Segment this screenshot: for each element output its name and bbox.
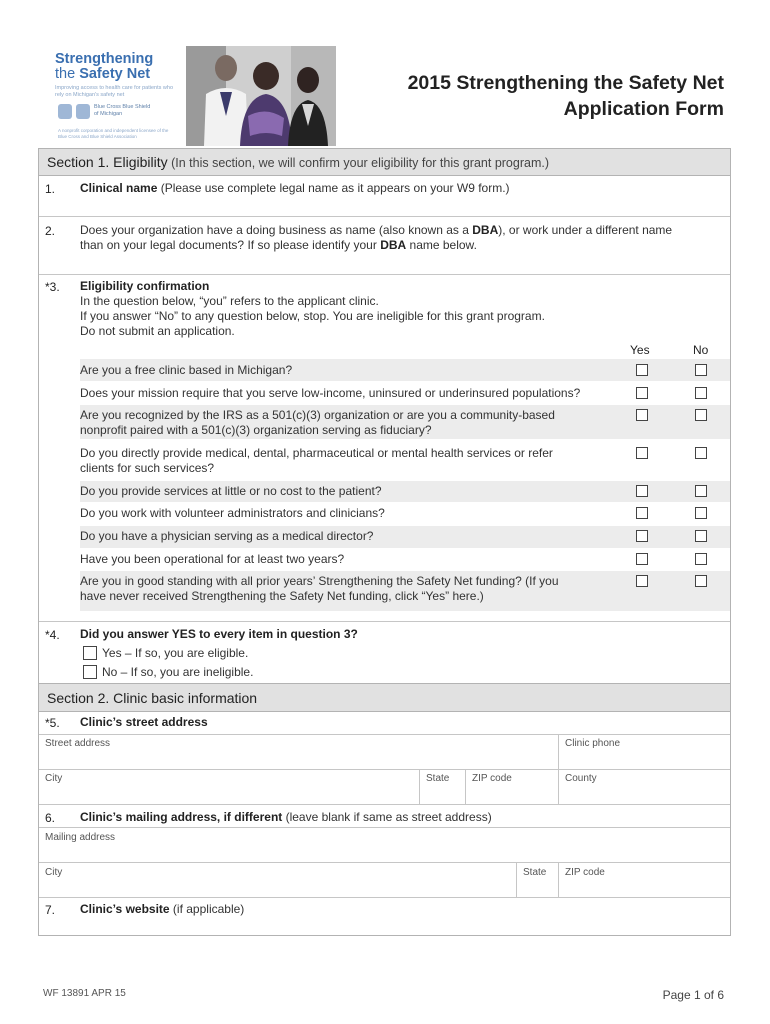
mailing-state-field[interactable] xyxy=(517,863,558,897)
q3-item-3-l1: Are you recognized by the IRS as a 501(c)(3) organization or are you a community-based xyxy=(80,408,555,422)
q2-line2 xyxy=(80,238,672,253)
divider xyxy=(39,216,730,217)
program-logo xyxy=(55,52,153,82)
divider xyxy=(39,274,730,275)
clinical-name-field[interactable] xyxy=(80,197,720,215)
q3-item-9 xyxy=(80,574,559,604)
clinic-phone-field[interactable] xyxy=(559,735,730,769)
q6-number: 6. xyxy=(45,811,56,825)
q2-l1c: ), or work under a different name xyxy=(498,223,673,237)
q3-item-3 xyxy=(80,408,555,438)
city-label: City xyxy=(45,773,63,784)
q3-item-6-yes-checkbox[interactable] xyxy=(636,507,648,519)
q3-item-4-yes-checkbox[interactable] xyxy=(636,447,648,459)
mailing-zip-field[interactable] xyxy=(559,863,730,897)
form-code: WF 13891 APR 15 xyxy=(43,988,126,999)
clinic-phone-label: Clinic phone xyxy=(565,738,621,749)
divider xyxy=(39,897,730,898)
logo-fine-print: A nonprofit corporation and independent licensee of the Blue Cross and Blue Shield Association xyxy=(58,128,169,139)
website-field[interactable] xyxy=(80,917,720,933)
q2-text xyxy=(80,223,672,253)
zip-code-field[interactable] xyxy=(466,770,558,804)
q3-item-1-yes-checkbox[interactable] xyxy=(636,364,648,376)
mailing-state-label: State xyxy=(523,867,547,878)
divider xyxy=(39,621,730,622)
section1-note: (In this section, we will confirm your eligibility for this grant program.) xyxy=(167,156,550,170)
q6-text xyxy=(80,810,492,825)
form-title-line1: 2015 Strengthening the Safety Net xyxy=(407,72,724,94)
q1-number: 1. xyxy=(45,182,56,196)
q3-item-7-l1: Do you have a physician serving as a medical director? xyxy=(80,529,374,543)
street-address-field[interactable] xyxy=(39,735,558,769)
q3-item-6-no-checkbox[interactable] xyxy=(695,507,707,519)
dba-name-field[interactable] xyxy=(80,255,720,273)
state-label: State xyxy=(426,773,450,784)
q3-item-9-l1: Are you in good standing with all prior years’ Strengthening the Safety Net funding? (If you xyxy=(80,574,559,588)
q3-item-8 xyxy=(80,552,344,567)
q2-l2c: name below. xyxy=(406,238,477,252)
q4-yes-label: Yes – If so, you are eligible. xyxy=(102,646,249,660)
q3-item-9-l2: have never received Strengthening the Safety Net funding, click “Yes” here.) xyxy=(80,589,484,603)
mailing-zip-label: ZIP code xyxy=(565,867,605,878)
q4-no-checkbox[interactable] xyxy=(83,665,97,679)
application-form xyxy=(38,148,731,936)
q4-yes-checkbox[interactable] xyxy=(83,646,97,660)
no-column-header: No xyxy=(693,343,709,357)
state-field[interactable] xyxy=(420,770,465,804)
q3-intro1: In the question below, “you” refers to the applicant clinic. xyxy=(80,294,379,308)
q3-item-2 xyxy=(80,386,580,401)
q1-hint: (Please use complete legal name as it appears on your W9 form.) xyxy=(157,181,510,195)
logo-tagline: Improving access to health care for patients who rely on Michigan's safety net xyxy=(55,85,174,98)
q3-item-1-no-checkbox[interactable] xyxy=(695,364,707,376)
q3-item-7 xyxy=(80,529,373,544)
q3-item-5-yes-checkbox[interactable] xyxy=(636,485,648,497)
mailing-address-field[interactable] xyxy=(39,828,730,862)
q2-l2b: DBA xyxy=(380,238,407,252)
q3-item-7-yes-checkbox[interactable] xyxy=(636,530,648,542)
mailing-city-label: City xyxy=(45,867,63,878)
q3-item-4-l1: Do you directly provide medical, dental, pharmaceutical or mental health services or refer xyxy=(80,446,553,460)
zip-code-label: ZIP code xyxy=(472,773,512,784)
mailing-city-field[interactable] xyxy=(39,863,516,897)
county-field[interactable] xyxy=(559,770,730,804)
q3-item-9-no-checkbox[interactable] xyxy=(695,575,707,587)
q3-item-8-yes-checkbox[interactable] xyxy=(636,553,648,565)
section1-header xyxy=(39,149,730,176)
q3-item-5-no-checkbox[interactable] xyxy=(695,485,707,497)
q6-hint: (leave blank if same as street address) xyxy=(282,810,492,824)
q1-text xyxy=(80,181,510,196)
street-address-label: Street address xyxy=(45,738,111,749)
q4-number: *4. xyxy=(45,628,60,642)
section2-title: Section 2. Clinic basic information xyxy=(47,690,258,706)
q2-l1a: Does your organization have a doing business as name (also known as a xyxy=(80,223,473,237)
q3-item-2-l1: Does your mission require that you serve low-income, uninsured or underinsured populations? xyxy=(80,386,581,400)
q3-item-6-l1: Do you work with volunteer administrators and clinicians? xyxy=(80,506,385,520)
q7-label: Clinic’s website xyxy=(80,902,170,916)
yes-column-header: Yes xyxy=(630,343,650,357)
page-number: Page 1 of 6 xyxy=(662,988,724,1002)
logo-title-safety-net: Safety Net xyxy=(79,66,151,82)
q3-item-7-no-checkbox[interactable] xyxy=(695,530,707,542)
q3-item-3-l2: nonprofit paired with a 501(c)(3) organization serving as fiduciary? xyxy=(80,423,432,437)
q3-item-3-yes-checkbox[interactable] xyxy=(636,409,648,421)
mailing-address-label: Mailing address xyxy=(45,832,116,843)
bcbs-logo-text: Blue Cross Blue Shield of Michigan xyxy=(94,104,151,117)
q4-label: Did you answer YES to every item in question 3? xyxy=(80,627,358,641)
q3-item-2-yes-checkbox[interactable] xyxy=(636,387,648,399)
county-label: County xyxy=(565,773,597,784)
q3-item-3-no-checkbox[interactable] xyxy=(695,409,707,421)
q3-item-4-no-checkbox[interactable] xyxy=(695,447,707,459)
q2-number: 2. xyxy=(45,224,56,238)
blue-cross-icon xyxy=(58,104,72,119)
q5-label: Clinic’s street address xyxy=(80,715,208,729)
q3-number: *3. xyxy=(45,280,60,294)
q6-label: Clinic’s mailing address, if different xyxy=(80,810,283,824)
q7-text xyxy=(80,902,244,917)
divider xyxy=(39,804,730,805)
q3-item-5-l1: Do you provide services at little or no cost to the patient? xyxy=(80,484,382,498)
q3-item-8-l1: Have you been operational for at least two years? xyxy=(80,552,345,566)
q3-item-4-l2: clients for such services? xyxy=(80,461,215,475)
q3-item-1-l1: Are you a free clinic based in Michigan? xyxy=(80,363,293,377)
q3-item-9-yes-checkbox[interactable] xyxy=(636,575,648,587)
q2-l1b: DBA xyxy=(472,223,499,237)
q3-intro3: Do not submit an application. xyxy=(80,324,235,338)
q5-number: *5. xyxy=(45,716,60,730)
q4-no-label: No – If so, you are ineligible. xyxy=(102,665,254,679)
q3-intro2: If you answer “No” to any question below, stop. You are ineligible for this grant program. xyxy=(80,309,545,323)
q3-item-8-no-checkbox[interactable] xyxy=(695,553,707,565)
logo-title-line1: Strengthening xyxy=(55,51,154,67)
q7-hint: (if applicable) xyxy=(169,902,245,916)
q3-item-1 xyxy=(80,363,292,378)
q1-label: Clinical name xyxy=(80,181,158,195)
city-field[interactable] xyxy=(39,770,419,804)
logo-title-the: the xyxy=(55,66,80,82)
q2-line1 xyxy=(80,223,672,238)
section2-header xyxy=(39,683,730,712)
q2-l2a: than on your legal documents? If so please identify your xyxy=(80,238,381,252)
q3-item-5 xyxy=(80,484,382,499)
q3-item-4 xyxy=(80,446,553,476)
q3-intro xyxy=(80,279,545,339)
header-photo xyxy=(186,46,336,146)
form-title-line2: Application Form xyxy=(563,98,724,120)
section1-title: Section 1. Eligibility xyxy=(47,154,168,170)
logo-title-line2 xyxy=(55,67,153,82)
q3-item-6 xyxy=(80,506,385,521)
q3-item-2-no-checkbox[interactable] xyxy=(695,387,707,399)
blue-shield-icon xyxy=(76,104,90,119)
form-title xyxy=(408,70,724,122)
q3-label: Eligibility confirmation xyxy=(80,279,210,293)
q7-number: 7. xyxy=(45,903,56,917)
